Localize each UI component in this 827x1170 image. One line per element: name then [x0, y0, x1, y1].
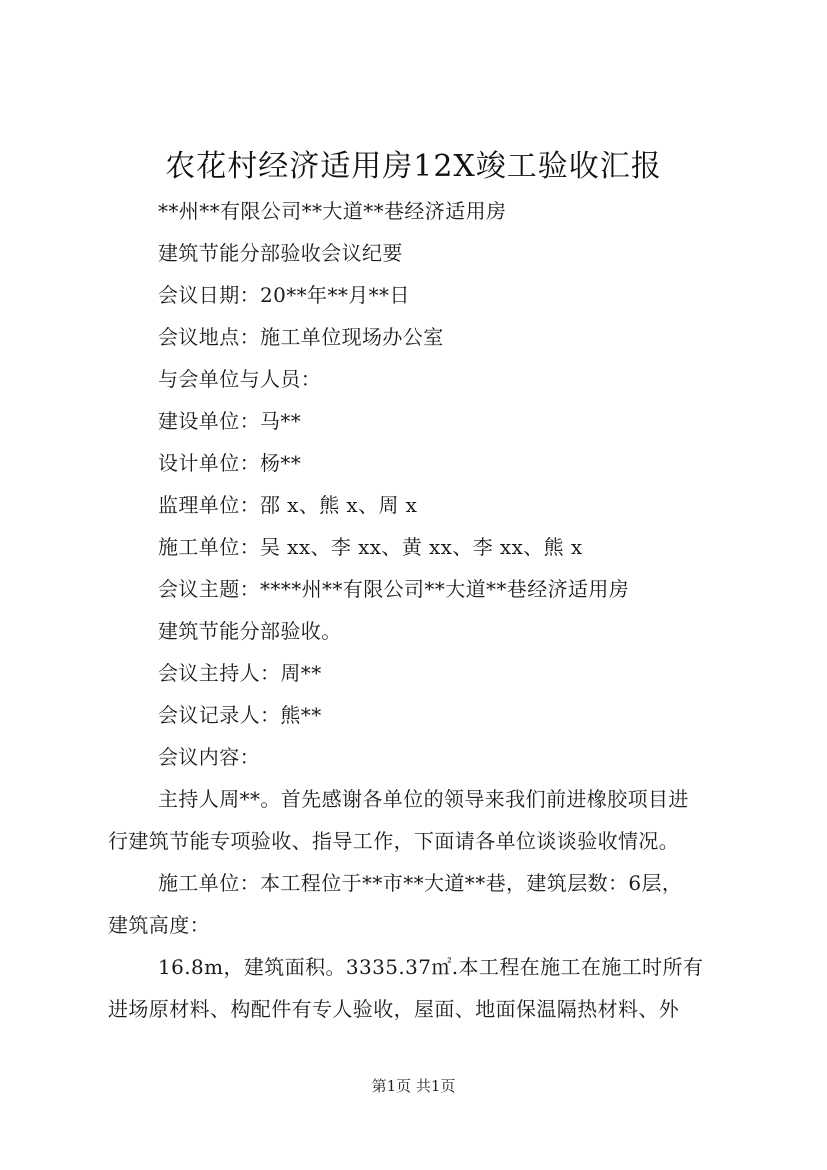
meeting-content-heading: 会议内容：	[158, 745, 260, 769]
attendee-design-unit: 设计单位：杨**	[158, 451, 302, 475]
paragraph-line: 施工单位：本工程位于**市**大道**巷，建筑层数：6层，	[158, 871, 683, 895]
paragraph-line: 16.8m，建筑面积。3335.37㎡.本工程在施工在施工时所有	[158, 955, 704, 979]
meeting-topic: 会议主题：****州**有限公司**大道**巷经济适用房	[158, 577, 630, 601]
attendee-construction-unit: 建设单位：马**	[158, 409, 302, 433]
attendee-supervision-unit: 监理单位：邵 x、熊 x、周 x	[158, 493, 418, 517]
meeting-date: 会议日期：20**年**月**日	[158, 283, 410, 307]
document-body	[108, 190, 748, 1030]
meeting-host: 会议主持人：周**	[158, 661, 322, 685]
meeting-location: 会议地点：施工单位现场办公室	[158, 325, 444, 349]
page-number-footer: 第1页 共1页	[371, 1077, 456, 1095]
header-line-minutes-title: 建筑节能分部验收会议纪要	[158, 241, 403, 265]
attendee-contractor-unit: 施工单位：吴 xx、李 xx、黄 xx、李 xx、熊 x	[158, 535, 583, 559]
meeting-recorder: 会议记录人：熊**	[158, 703, 322, 727]
attendees-heading: 与会单位与人员：	[158, 367, 322, 391]
document-title: 农花村经济适用房12X竣工验收汇报	[165, 149, 662, 184]
paragraph-line: 行建筑节能专项验收、指导工作，下面请各单位谈谈验收情况。	[108, 829, 680, 853]
paragraph-line: 建筑高度：	[108, 913, 210, 937]
paragraph-line: 主持人周**。首先感谢各单位的领导来我们前进橡胶项目进	[158, 787, 689, 811]
header-line-company: **州**有限公司**大道**巷经济适用房	[158, 199, 507, 223]
meeting-topic-continued: 建筑节能分部验收。	[158, 619, 342, 643]
paragraph-line: 进场原材料、构配件有专人验收，屋面、地面保温隔热材料、外	[108, 997, 680, 1021]
